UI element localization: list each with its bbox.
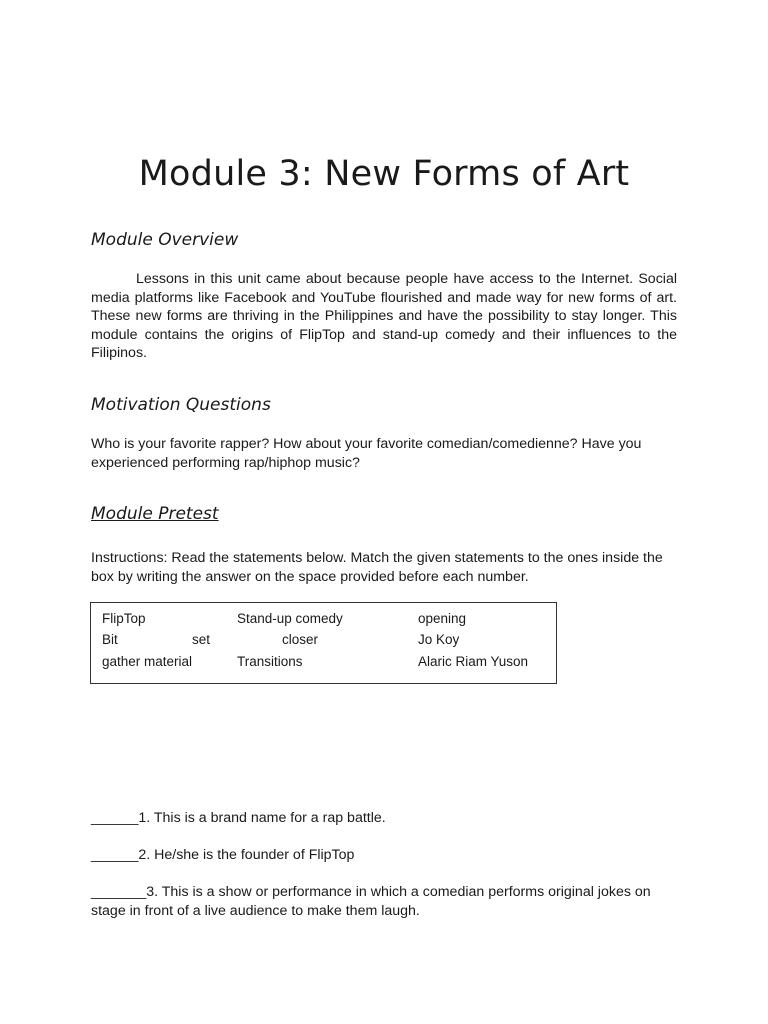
word-stand-up-comedy: Stand-up comedy bbox=[237, 611, 343, 626]
motivation-questions-text: Who is your favorite rapper? How about your favorite comedian/comedienne? Have you experienced performing rap/hiphop music? bbox=[91, 436, 642, 471]
page-title: Module 3: New Forms of Art bbox=[138, 154, 630, 194]
word-fliptop: FlipTop bbox=[102, 611, 146, 626]
word-closer: closer bbox=[282, 632, 319, 647]
pretest-instructions: Instructions: Read the statements below. Match the given statements to the ones inside the box by writing the answer on the space provided before each number. bbox=[91, 550, 663, 585]
word-gather-material: gather material bbox=[102, 654, 193, 669]
word-set: set bbox=[192, 632, 211, 647]
module-overview-heading: Module Overview bbox=[91, 230, 239, 250]
word-opening: opening bbox=[418, 611, 467, 626]
motivation-questions-heading: Motivation Questions bbox=[91, 395, 271, 415]
module-overview-text: Lessons in this unit came about because people have access to the Internet. Social media platforms like Facebook and YouTube flourished and made way for new forms of art. These new forms are thriving in the Philippines and have the possibility to stay longer. This module contains the origins of FlipTop and stand-up comedy and their influences to the Filipinos. bbox=[91, 271, 677, 361]
word-transitions: Transitions bbox=[237, 654, 303, 669]
word-box bbox=[90, 602, 557, 684]
word-alaric-riam-yuson: Alaric Riam Yuson bbox=[418, 654, 529, 669]
module-pretest-heading: Module Pretest bbox=[91, 504, 219, 524]
word-jo-koy: Jo Koy bbox=[418, 632, 460, 647]
question-1: ______1. This is a brand name for a rap battle. bbox=[91, 810, 386, 826]
question-3: _______3. This is a show or performance in which a comedian performs original jokes on stage in front of a live audience to make them laugh. bbox=[91, 884, 651, 919]
question-2: ______2. He/she is the founder of FlipTop bbox=[91, 847, 355, 863]
word-bit: Bit bbox=[102, 632, 118, 647]
